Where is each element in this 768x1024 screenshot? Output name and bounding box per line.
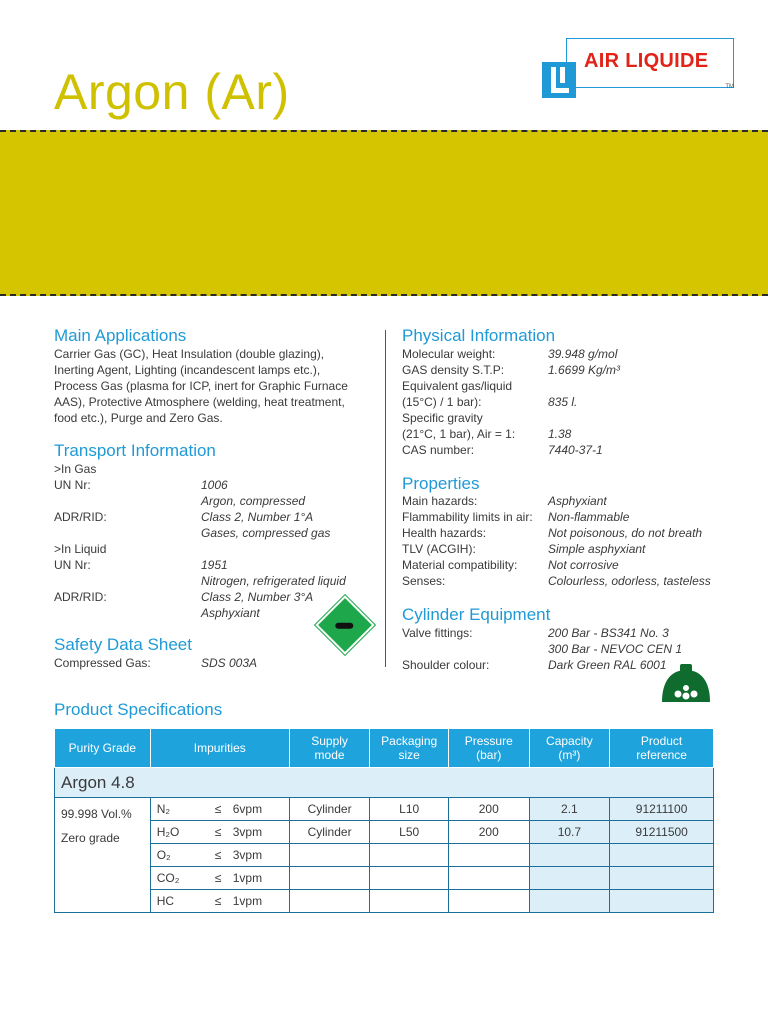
logo-name: AIR LIQUIDE: [584, 50, 709, 72]
physical-value: 39.948 g/mol: [548, 347, 618, 361]
physical-value: 835 l.: [548, 395, 578, 409]
logo-mark-icon: [542, 62, 576, 98]
transport-value: Argon, compressed: [201, 494, 306, 508]
specs-title: Product Specifications: [54, 700, 223, 719]
physical-label: (15°C) / 1 bar):: [402, 395, 482, 409]
impurity-gas: N₂: [156, 802, 171, 816]
impurity-limit: 3vpm: [232, 848, 263, 862]
cylinder-title: Cylinder Equipment: [402, 605, 551, 624]
color-band: [0, 130, 768, 296]
table-row: [55, 844, 714, 867]
capacity-cell: [529, 867, 610, 890]
physical-label: (21°C, 1 bar), Air = 1:: [402, 427, 516, 441]
header-capacity: Capacity (m³): [529, 729, 610, 768]
transport-label: >In Gas: [54, 462, 97, 476]
main-applications-title: Main Applications: [54, 326, 187, 345]
gas-cylinder-icon: [335, 623, 353, 629]
spec-header-row: [55, 729, 714, 768]
supply-cell: [289, 867, 370, 890]
property-value: Not corrosive: [548, 558, 619, 572]
impurity-gas: HC: [156, 894, 175, 908]
pressure-cell: 200: [448, 821, 529, 844]
purity-cell: [55, 798, 151, 913]
size-cell: [370, 844, 449, 867]
property-value: Asphyxiant: [548, 494, 607, 508]
property-value: Simple asphyxiant: [548, 542, 646, 556]
logo-trademark: TM: [725, 84, 734, 90]
air-liquide-logo: [540, 36, 736, 100]
header-pressure: Pressure (bar): [448, 729, 529, 768]
cylinder-value: Dark Green RAL 6001: [548, 658, 667, 672]
property-label: Material compatibility:: [402, 558, 518, 572]
transport-value: 1951: [201, 558, 228, 572]
impurity-cell: [150, 890, 289, 913]
reference-cell: 91211100: [610, 798, 714, 821]
physical-value: 7440-37-1: [548, 443, 603, 457]
supply-cell: Cylinder: [289, 821, 370, 844]
transport-label: >In Liquid: [54, 542, 107, 556]
impurity-limit: 1vpm: [232, 894, 263, 908]
size-cell: [370, 890, 449, 913]
capacity-cell: 10.7: [529, 821, 610, 844]
header-impurities: Impurities: [150, 729, 289, 768]
cylinder-value: 200 Bar - BS341 No. 3: [548, 626, 669, 640]
table-row: [55, 821, 714, 844]
property-label: Main hazards:: [402, 494, 478, 508]
impurity-cell: [150, 821, 289, 844]
impurity-operator: ≤: [214, 825, 222, 839]
reference-cell: [610, 867, 714, 890]
transport-value: Class 2, Number 3°A: [201, 590, 314, 604]
supply-cell: [289, 890, 370, 913]
cylinder-shoulder-icon: [658, 662, 714, 704]
physical-label: CAS number:: [402, 443, 475, 457]
grade-row: [55, 768, 714, 798]
table-row: [55, 798, 714, 821]
capacity-cell: [529, 844, 610, 867]
sds-value: SDS 003A: [201, 656, 258, 670]
property-label: Senses:: [402, 574, 446, 588]
main-applications-text: Carrier Gas (GC), Heat Insulation (double glazing), Inerting Agent, Lighting (incandescent lamps etc.), Process Gas (plasma for ICP, inert for Graphic Furnace AAS), Protective Atmosphere (welding, heat treatment, food etc.), Purge and Zero Gas.: [54, 347, 348, 425]
physical-label: Molecular weight:: [402, 347, 496, 361]
transport-value: Nitrogen, refrigerated liquid: [201, 574, 346, 588]
supply-cell: Cylinder: [289, 798, 370, 821]
physical-label: Specific gravity: [402, 411, 483, 425]
physical-value: 1.38: [548, 427, 572, 441]
column-divider: [385, 330, 386, 667]
transport-value: Gases, compressed gas: [201, 526, 331, 540]
transport-title: Transport Information: [54, 441, 216, 460]
gas-hazard-diamond-icon: [315, 595, 374, 654]
reference-cell: [610, 844, 714, 867]
grade-label: Argon 4.8: [55, 768, 714, 798]
sds-title: Safety Data Sheet: [54, 635, 192, 654]
page-title: Argon (Ar): [54, 64, 290, 120]
impurity-gas: CO₂: [156, 871, 180, 885]
property-label: Health hazards:: [402, 526, 487, 540]
transport-label: UN Nr:: [54, 558, 91, 572]
header-supply: Supply mode: [289, 729, 370, 768]
transport-label: UN Nr:: [54, 478, 91, 492]
impurity-operator: ≤: [214, 894, 222, 908]
table-row: [55, 890, 714, 913]
capacity-cell: 2.1: [529, 798, 610, 821]
impurity-operator: ≤: [214, 871, 222, 885]
property-value: Colourless, odorless, tasteless: [548, 574, 711, 588]
header-purity: Purity Grade: [55, 729, 151, 768]
impurity-gas: H₂O: [156, 825, 180, 839]
impurity-cell: [150, 867, 289, 890]
cylinder-label: Shoulder colour:: [402, 658, 490, 672]
size-cell: L50: [370, 821, 449, 844]
header-reference: Product reference: [610, 729, 714, 768]
size-cell: L10: [370, 798, 449, 821]
purity-line: Zero grade: [61, 831, 120, 845]
impurity-limit: 6vpm: [232, 802, 263, 816]
properties-title: Properties: [402, 474, 480, 493]
reference-cell: [610, 890, 714, 913]
transport-value: Asphyxiant: [201, 606, 260, 620]
cylinder-label: Valve fittings:: [402, 626, 473, 640]
size-cell: [370, 867, 449, 890]
property-label: Flammability limits in air:: [402, 510, 533, 524]
impurity-limit: 3vpm: [232, 825, 263, 839]
impurity-operator: ≤: [214, 802, 222, 816]
capacity-cell: [529, 890, 610, 913]
physical-label: GAS density S.T.P:: [402, 363, 505, 377]
pressure-cell: 200: [448, 798, 529, 821]
physical-value: 1.6699 Kg/m³: [548, 363, 621, 377]
property-label: TLV (ACGIH):: [402, 542, 476, 556]
impurity-cell: [150, 798, 289, 821]
purity-line: 99.998 Vol.%: [61, 807, 132, 821]
transport-label: ADR/RID:: [54, 510, 107, 524]
spec-table: [54, 728, 714, 913]
property-value: Non-flammable: [548, 510, 630, 524]
transport-label: ADR/RID:: [54, 590, 107, 604]
pressure-cell: [448, 844, 529, 867]
physical-label: Equivalent gas/liquid: [402, 379, 513, 393]
pressure-cell: [448, 867, 529, 890]
pressure-cell: [448, 890, 529, 913]
reference-cell: 91211500: [610, 821, 714, 844]
sds-label: Compressed Gas:: [54, 656, 151, 670]
property-value: Not poisonous, do not breath: [548, 526, 703, 540]
cylinder-value: 300 Bar - NEVOC CEN 1: [548, 642, 683, 656]
impurity-cell: [150, 844, 289, 867]
header-packaging: Packaging size: [370, 729, 449, 768]
supply-cell: [289, 844, 370, 867]
transport-value: 1006: [201, 478, 228, 492]
table-row: [55, 867, 714, 890]
impurity-gas: O₂: [156, 848, 171, 862]
physical-title: Physical Information: [402, 326, 556, 345]
impurity-limit: 1vpm: [232, 871, 263, 885]
impurity-operator: ≤: [214, 848, 222, 862]
transport-value: Class 2, Number 1°A: [201, 510, 314, 524]
